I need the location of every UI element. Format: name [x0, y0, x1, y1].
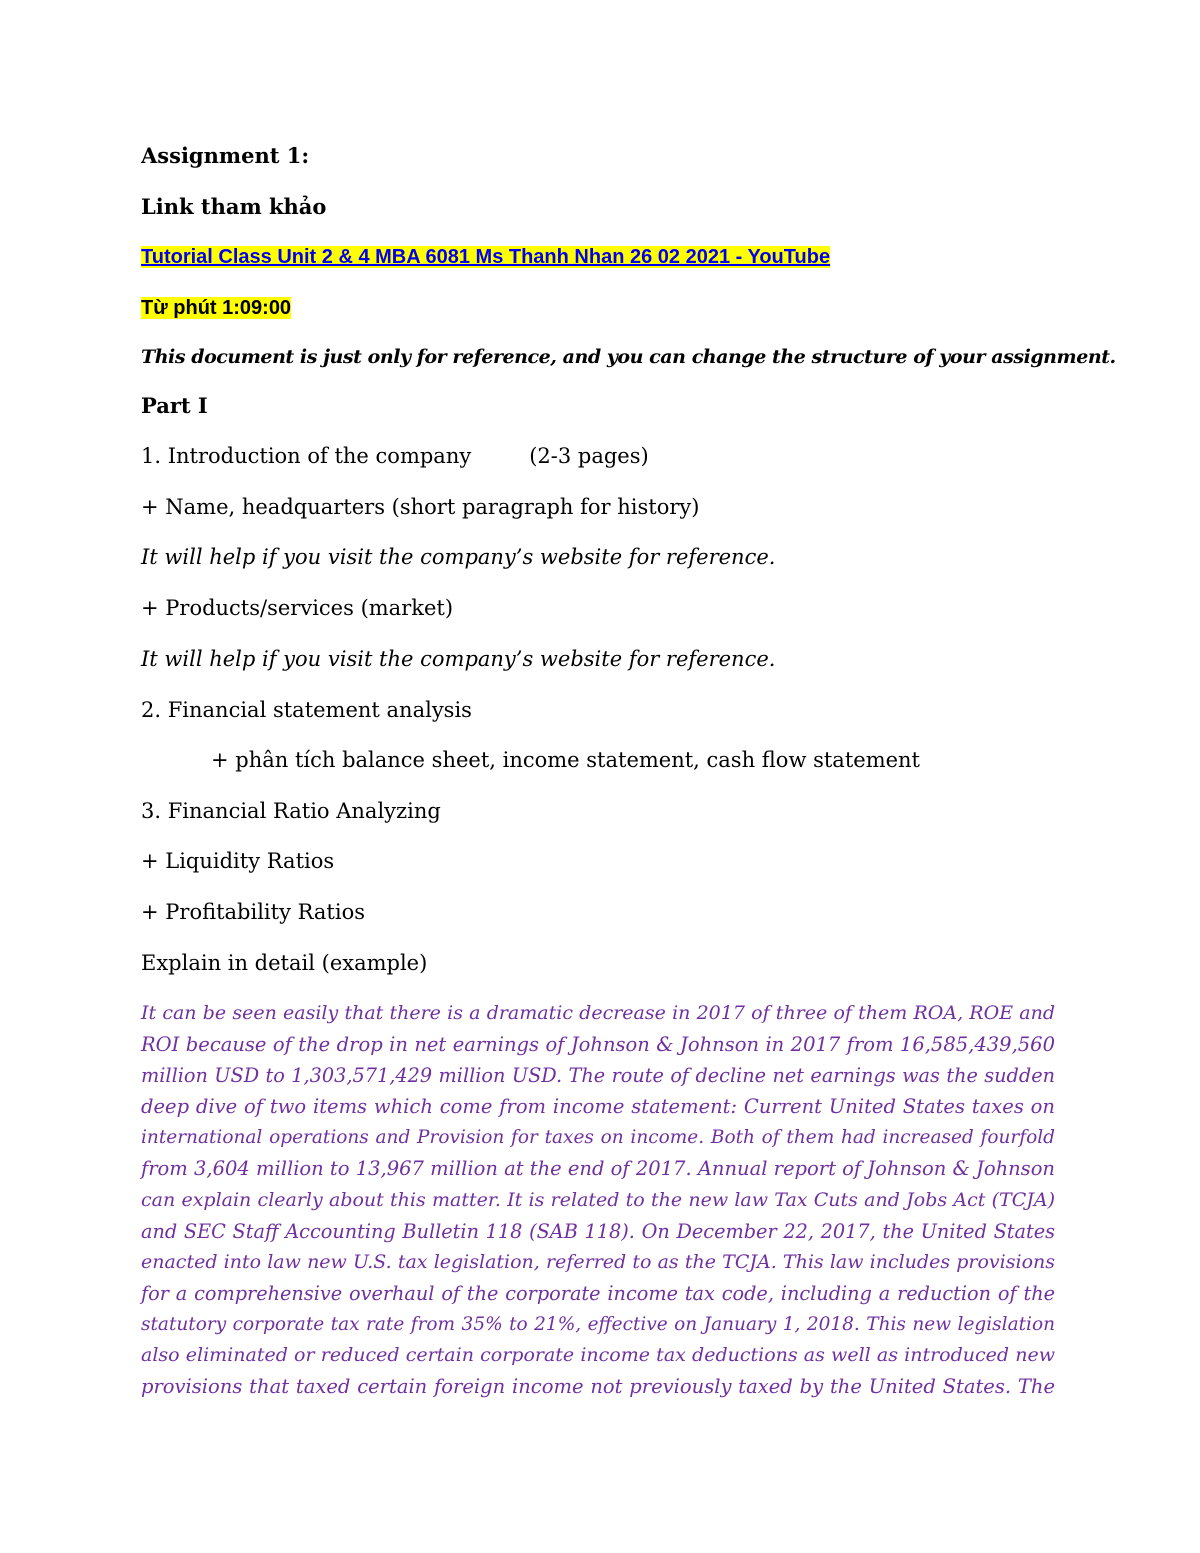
item-liquidity-ratios: + Liquidity Ratios — [141, 849, 335, 873]
section-1-title: 1. Introduction of the company — [141, 444, 472, 468]
example-line: can explain clearly about this matter. It is related to the new law Tax Cuts and Jobs Act (TCJA) — [141, 1188, 1055, 1211]
note-website-2: It will help if you visit the company’s website for reference. — [141, 647, 776, 671]
example-line: It can be seen easily that there is a dramatic decrease in 2017 of three of them ROA, ROE and — [141, 1002, 1055, 1024]
example-line: statutory corporate tax rate from 35% to 21%, effective on January 1, 2018. This new legislation — [141, 1313, 1055, 1335]
explain-label: Explain in detail (example) — [141, 951, 428, 975]
example-line: provisions that taxed certain foreign income not previously taxed by the United States. The — [141, 1375, 1055, 1399]
section-2-item: + phân tích balance sheet, income statement, cash flow statement — [211, 748, 920, 772]
example-line: enacted into law new U.S. tax legislation, referred to as the TCJA. This law includes provisions — [141, 1250, 1055, 1273]
example-line: ROI because of the drop in net earnings of Johnson & Johnson in 2017 from 16,585,439,560 — [141, 1033, 1055, 1057]
youtube-link[interactable]: Tutorial Class Unit 2 & 4 MBA 6081 Ms Thanh Nhan 26 02 2021 - YouTube — [141, 246, 831, 268]
item-profitability-ratios: + Profitability Ratios — [141, 900, 366, 924]
example-line: international operations and Provision for taxes on income. Both of them had increased fourfold — [141, 1127, 1055, 1149]
section-1-pages: (2-3 pages) — [529, 444, 649, 468]
example-line: and SEC Staff Accounting Bulletin 118 (SAB 118). On December 22, 2017, the United States — [141, 1219, 1055, 1243]
disclaimer-text: This document is just only for reference, and you can change the structure of your assignment. — [141, 346, 1116, 368]
example-line: from 3,604 million to 13,967 million at the end of 2017. Annual report of Johnson & Johnson — [141, 1157, 1055, 1181]
example-paragraph — [141, 998, 1055, 1402]
note-website-1: It will help if you visit the company’s website for reference. — [141, 545, 776, 569]
assignment-heading: Assignment 1: — [141, 143, 310, 168]
part-title: Part I — [141, 393, 208, 418]
time-note: Từ phút 1:09:00 — [141, 297, 292, 319]
youtube-link-line — [141, 243, 830, 271]
reference-link-heading: Link tham khảo — [141, 194, 327, 219]
item-products-services: + Products/services (market) — [141, 596, 454, 620]
example-line: also eliminated or reduced certain corporate income tax deductions as well as introduced new — [141, 1344, 1055, 1367]
time-note-line — [141, 294, 291, 322]
example-line: deep dive of two items which come from income statement: Current United States taxes on — [141, 1095, 1055, 1119]
example-line: million USD to 1,303,571,429 million USD. The route of decline net earnings was the sudden — [141, 1064, 1055, 1088]
section-1-line — [141, 442, 649, 470]
section-2-title: 2. Financial statement analysis — [141, 698, 472, 722]
item-name-headquarters: + Name, headquarters (short paragraph for history) — [141, 495, 700, 519]
section-3-title: 3. Financial Ratio Analyzing — [141, 799, 441, 823]
example-line: for a comprehensive overhaul of the corporate income tax code, including a reduction of the — [141, 1281, 1055, 1305]
